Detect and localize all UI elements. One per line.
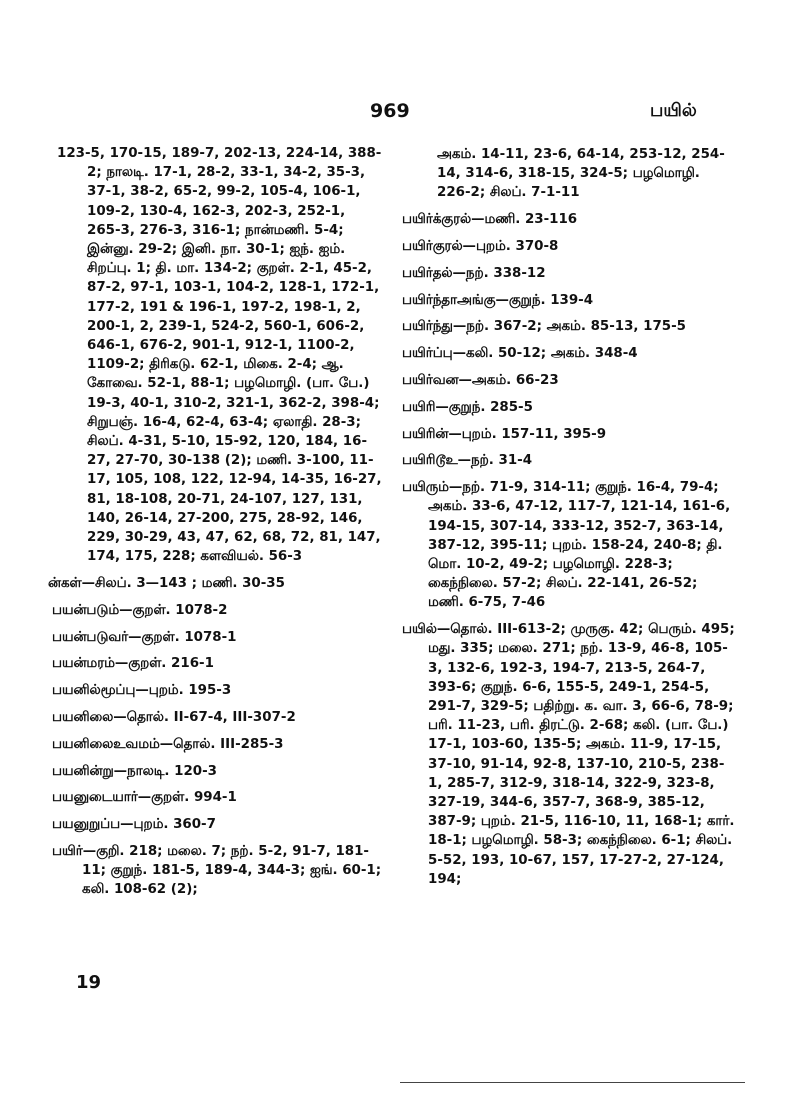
index-entry: பயிர்தல்—நற். 338-12 [402,265,546,281]
index-entry: பயனின்று—நாலடி. 120-3 [52,763,217,779]
index-entry: பயிரின்—புறம். 157-11, 395-9 [402,426,607,442]
index-entry: ன்கள்—சிலப். 3—143 ; மணி. 30-35 [48,576,285,592]
index-entry: 123-5, 170-15, 189-7, 202-13, 224-14, 388-2; நாலடி. 17-1, 28-2, 33-1, 34-2, 35-3, 37-1, 38-2, 65-2, 99-2, 105-4, 106-1, 109-2, 130-4, 162-3, 202-3, 252-1, 265-3, 276-3, 316-1; நான்மணி. 5-4; இன்னு. 29-2; இனி. நா. 30-1; ஐந். ஐம். சிறப்பு. 1; தி. மா. 134-2; குறள். 2-1, 45-2, 87-2, 97-1, 103-1, 104-2, 128-1, 172-1, 177-2, 191 & 196-1, 197-2, 198-1, 2, 200-1, 2, 239-1, 524-2, 560-1, 606-2, 646-1, 676-2, 901-1, 912-1, 1100-2, 1109-2; திரிகடு. 62-1, மிகை. 2-4; ஆ. கோவை. 52-1, 88-1; பழமொழி. (பா. பே.) 19-3, 40-1, 310-2, 321-1, 362-2, 398-4; சிறுபஞ். 16-4, 62-4, 63-4; ஏலாதி. 28-3; சிலப். 4-31, 5-10, 15-92, 120, 184, 16-27, 27-70, 30-138 (2); மணி. 3-100, 11-17, 105, 108, 122, 12-94, 14-35, 16-27, 81, 18-108, 20-71, 24-107, 127, 131, 140, 26-14, 27-200, 275, 28-92, 146, 229, 30-29, 43, 47, 62, 68, 72, 81, 147, 174, 175, 228; களவியல். 56-3 [57,146,382,565]
index-entry: பயனிலைஉவமம்—தொல். III-285-3 [52,736,284,752]
index-entry: பயனுறுப்ப—புறம். 360-7 [52,817,216,833]
index-entry: பயிர்க்குரல்—மணி. 23-116 [402,212,578,228]
index-entry: பயிர்ந்து—நற். 367-2; அகம். 85-13, 175-5 [402,319,686,335]
index-entry: பயிர்—குறி. 218; மலை. 7; நற். 5-2, 91-7, 181-11; குறுந். 181-5, 189-4, 344-3; ஐங். 60-1; கலி. 108-62 (2); [52,844,382,898]
gathering-number: 19 [76,972,102,993]
right-column [402,145,737,897]
index-entry: பயனில்மூப்பு—புறம். 195-3 [52,683,232,699]
index-entry: பயிரும்—நற். 71-9, 314-11; குறுந். 16-4, 79-4; அகம். 33-6, 47-12, 117-7, 121-14, 161-6, 194-15, 307-14, 333-12, 352-7, 363-14, 387-12, 395-11; புறம். 158-24, 240-8; தி. மொ. 10-2, 49-2; பழமொழி. 228-3; கைந்நிலை. 57-2; சிலப். 22-141, 26-52; மணி. 6-75, 7-46 [402,480,731,611]
index-entry: பயில்—தொல். III-613-2; முருகு. 42; பெரும். 495; மது. 335; மலை. 271; நற். 13-9, 46-8, 105-3, 132-6, 192-3, 194-7, 213-5, 264-7, 393-6; குறுந். 6-6, 155-5, 249-1, 254-5, 291-7, 329-5; பதிற்று. க. வா. 3, 66-6, 78-9; பரி. 11-23, பரி. திரட்டு. 2-68; கலி. (பா. பே.) 17-1, 103-60, 135-5; அகம். 11-9, 17-15, 37-10, 91-14, 92-8, 137-10, 210-5, 238-1, 285-7, 312-9, 318-14, 322-9, 323-8, 327-19, 344-6, 357-7, 368-9, 385-12, 387-9; புறம். 21-5, 116-10, 11, 168-1; கார். 18-1; பழமொழி. 58-3; கைந்நிலை. 6-1; சிலப். 5-52, 193, 10-67, 157, 17-27-2, 27-124, 194; [402,622,735,887]
footer-rule [400,1082,745,1083]
index-entry: பயிர்குரல்—புறம். 370-8 [402,239,559,254]
index-entry: பயிரிடூஉ—நற். 31-4 [402,453,533,469]
index-entry: பயிர்வன—அகம். 66-23 [402,372,559,388]
index-entry: பயன்படும்—குறள். 1078-2 [52,602,228,618]
page-number: 969 [370,100,410,122]
running-head: பயில் [650,100,697,121]
index-entry: பயனுடையார்—குறள். 994-1 [52,790,237,806]
index-entry: பயிரி—குறுந். 285-5 [402,399,533,415]
index-entry: பயனிலை—தொல். II-67-4, III-307-2 [52,710,296,726]
index-entry: பயன்படுவர்—குறள். 1078-1 [52,629,237,645]
left-column [48,144,382,907]
index-entry: பயன்மரம்—குறள். 216-1 [52,656,214,672]
index-entry: பயிர்ப்பு—கலி. 50-12; அகம். 348-4 [402,346,638,362]
index-entry: அகம். 14-11, 23-6, 64-14, 253-12, 254-14, 314-6, 318-15, 324-5; பழமொழி. 226-2; சிலப். 7-1-11 [437,147,725,201]
index-entry: பயிர்ந்தாஅங்கு—குறுந். 139-4 [402,292,594,308]
